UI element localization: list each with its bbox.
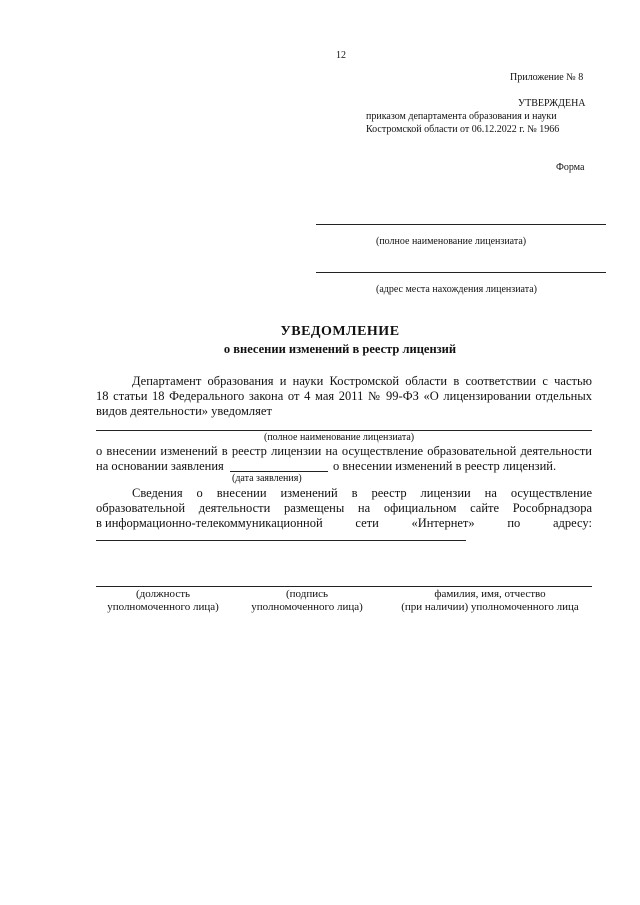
para1-line-2: 18 статьи 18 Федерального закона от 4 мая 2011 № 99-ФЗ «О лицензировании отдельных <box>96 389 592 403</box>
signature-caption-1: (подпись <box>285 588 328 600</box>
para1-line-3: видов деятельности» уведомляет <box>96 404 272 418</box>
licensee-address-caption: (адрес места нахождения лицензиата) <box>376 284 537 295</box>
para1-line-1: Департамент образования и науки Костромской области в соответствии с частью <box>132 374 592 388</box>
application-date-caption: (дата заявления) <box>232 473 302 484</box>
signature-caption-2: уполномоченного лица) <box>251 601 363 613</box>
licensee-name-caption-2: (полное наименование лицензиата) <box>264 432 415 443</box>
fio-caption-2: (при наличии) уполномоченного лица <box>401 601 579 613</box>
page-number: 12 <box>336 50 346 61</box>
signature-line[interactable] <box>96 586 592 587</box>
annex-label: Приложение № 8 <box>510 72 584 83</box>
para3-line-2: образовательной деятельности размещены на официальном сайте Рособрнадзора <box>96 501 592 515</box>
form-label: Форма <box>556 162 585 173</box>
position-caption-2: уполномоченного лица) <box>107 601 219 613</box>
licensee-name-line-2[interactable] <box>96 430 592 431</box>
fio-caption-1: фамилия, имя, отчество <box>434 588 546 600</box>
para2-line-1: о внесении изменений в реестр лицензии на осуществление образовательной деятельности <box>96 444 592 458</box>
para3-word: «Интернет» <box>411 516 475 530</box>
approval-heading: УТВЕРЖДЕНА <box>518 98 586 109</box>
para3-word: в информационно-телекоммуникационной <box>96 516 323 530</box>
para3-line-3 <box>96 516 592 531</box>
document-title: УВЕДОМЛЕНИЕ <box>280 324 400 339</box>
position-caption-1: (должность <box>135 588 191 600</box>
application-date-line[interactable] <box>230 471 328 472</box>
website-address-line[interactable] <box>96 540 466 541</box>
licensee-name-line[interactable] <box>316 224 606 225</box>
para3-word: по <box>507 516 521 530</box>
para2-line-2a: на основании заявления <box>96 459 224 473</box>
para3-word: сети <box>355 516 379 530</box>
para3-line-1: Сведения о внесении изменений в реестр лицензии на осуществление <box>132 486 592 500</box>
approval-line-1: приказом департамента образования и науки <box>366 111 557 122</box>
document-subtitle: о внесении изменений в реестр лицензий <box>223 342 457 356</box>
licensee-name-caption: (полное наименование лицензиата) <box>376 236 527 247</box>
approval-line-2: Костромской области от 06.12.2022 г. № 1966 <box>366 124 560 135</box>
licensee-address-line[interactable] <box>316 272 606 273</box>
para2-line-2b: о внесении изменений в реестр лицензий. <box>333 459 557 473</box>
para3-word: адресу: <box>552 516 592 530</box>
